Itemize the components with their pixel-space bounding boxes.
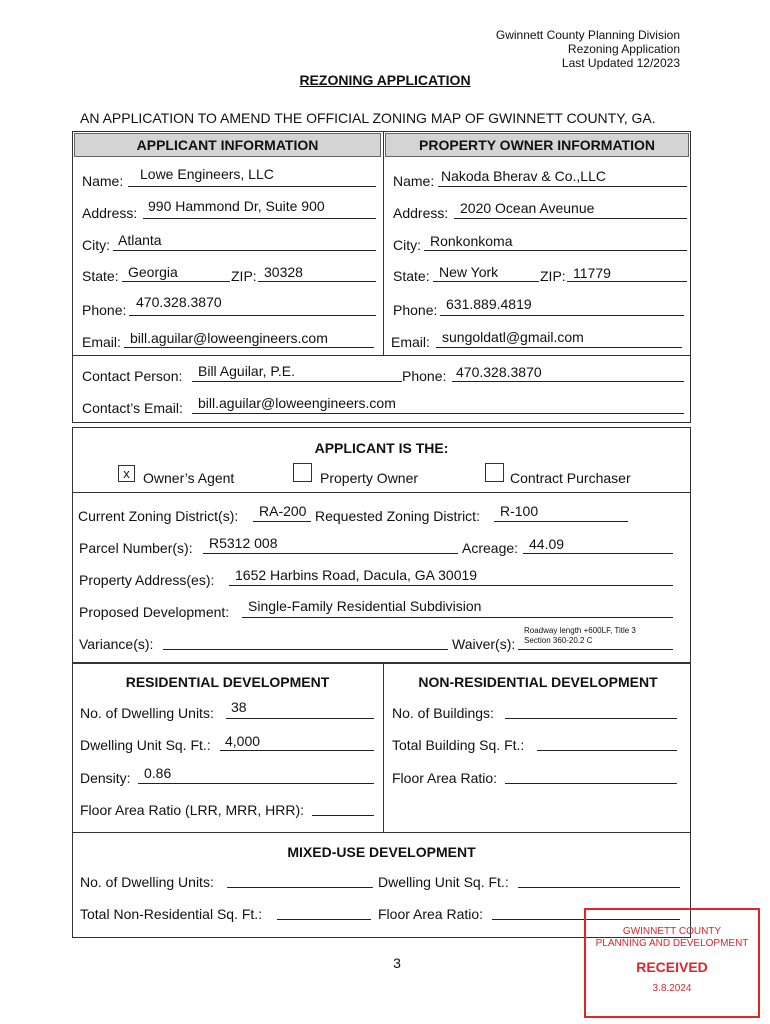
requested-zoning-line [494, 521, 628, 522]
owner-state-label: State: [393, 268, 430, 284]
owner-zip-line [567, 281, 687, 282]
proposed-dev-line [242, 617, 673, 618]
dwelling-sqft-label: Dwelling Unit Sq. Ft.: [80, 737, 211, 753]
applicant-city-field[interactable]: Atlanta [118, 232, 162, 248]
applicant-name-field[interactable]: Lowe Engineers, LLC [140, 166, 274, 182]
contact-email-field[interactable]: bill.aguilar@loweengineers.com [198, 395, 396, 411]
contact-person-label: Contact Person: [82, 368, 183, 384]
owner-address-line [454, 218, 687, 219]
far-lrr-label: Floor Area Ratio (LRR, MRR, HRR): [80, 802, 305, 818]
stamp-date: 3.8.2024 [652, 983, 692, 994]
variance-line [163, 649, 448, 650]
applicant-address-field[interactable]: 990 Hammond Dr, Suite 900 [148, 198, 325, 214]
owner-email-label: Email: [391, 334, 430, 350]
buildings-label: No. of Buildings: [392, 705, 494, 721]
residential-heading: RESIDENTIAL DEVELOPMENT [125, 674, 330, 690]
applicant-email-label: Email: [82, 334, 121, 350]
applicant-zip-field[interactable]: 30328 [264, 264, 303, 280]
current-zoning-line [253, 521, 311, 522]
mx-dwelling-sqft-label: Dwelling Unit Sq. Ft.: [378, 874, 509, 890]
document-header [496, 28, 680, 70]
parcel-field[interactable]: R5312 008 [209, 535, 278, 551]
proposed-dev-label: Proposed Development: [79, 604, 230, 620]
dwelling-units-line [226, 718, 374, 719]
contact-email-label: Contact’s Email: [82, 400, 183, 416]
density-line [138, 783, 374, 784]
applicant-name-label: Name: [82, 173, 124, 189]
acreage-line [523, 553, 673, 554]
parcel-line [203, 553, 458, 554]
applicant-address-line [143, 218, 376, 219]
stamp-line-2: PLANNING AND DEVELOPMENT [595, 938, 749, 949]
owner-state-line [433, 281, 539, 282]
development-divider [383, 663, 384, 833]
owner-address-field[interactable]: 2020 Ocean Aveunue [460, 200, 595, 216]
contact-phone-line [452, 381, 684, 382]
waiver-line-2: Section 360-20.2 C [524, 636, 593, 645]
owner-info-header: PROPERTY OWNER INFORMATION [385, 133, 689, 157]
applicant-email-line [124, 347, 374, 348]
owner-name-label: Name: [393, 173, 435, 189]
waiver-line-1: Roadway length +600LF, Title 3 [524, 626, 636, 635]
requested-zoning-field[interactable]: R-100 [500, 503, 539, 519]
waiver-label: Waiver(s): [452, 636, 516, 652]
mx-nonres-sqft-label: Total Non-Residential Sq. Ft.: [80, 906, 263, 922]
last-updated: Last Updated 12/2023 [561, 56, 680, 70]
page-number: 3 [393, 955, 401, 971]
mx-dwelling-units-label: No. of Dwelling Units: [80, 874, 214, 890]
applicant-phone-field[interactable]: 470.328.3870 [136, 294, 222, 310]
contract-purchaser-checkbox[interactable] [485, 463, 504, 482]
doc-name: Rezoning Application [567, 42, 680, 56]
owner-city-line [424, 250, 687, 251]
applicant-phone-label: Phone: [82, 302, 127, 318]
applicant-email-field[interactable]: bill.aguilar@loweengineers.com [130, 330, 328, 346]
received-stamp [584, 908, 760, 1018]
owner-city-label: City: [393, 237, 421, 253]
dwelling-sqft-field[interactable]: 4,000 [225, 733, 261, 749]
far-lrr-line [312, 815, 374, 816]
page-title: REZONING APPLICATION [299, 72, 471, 88]
applicant-city-label: City: [82, 237, 110, 253]
column-divider [383, 131, 384, 355]
current-zoning-label: Current Zoning District(s): [78, 508, 239, 524]
total-bldg-sqft-line [537, 750, 677, 751]
owner-phone-field[interactable]: 631.889.4819 [446, 296, 532, 312]
org-name: Gwinnett County Planning Division [495, 28, 680, 42]
dwelling-sqft-line [220, 750, 374, 751]
contact-person-field[interactable]: Bill Aguilar, P.E. [198, 363, 296, 379]
owner-email-line [436, 347, 682, 348]
mx-dwelling-units-line [227, 887, 373, 888]
contact-divider [72, 355, 691, 356]
dwelling-units-label: No. of Dwelling Units: [80, 705, 214, 721]
owner-name-field[interactable]: Nakoda Bherav & Co.,LLC [441, 168, 606, 184]
contract-purchaser-label: Contract Purchaser [510, 470, 631, 486]
owner-state-field[interactable]: New York [439, 264, 499, 280]
owner-phone-line [440, 315, 684, 316]
far-label: Floor Area Ratio: [392, 770, 498, 786]
applicant-state-field[interactable]: Georgia [128, 264, 178, 280]
applicant-name-line [128, 186, 376, 187]
total-bldg-sqft-label: Total Building Sq. Ft.: [392, 737, 525, 753]
applicant-state-line [122, 281, 230, 282]
applicant-address-label: Address: [82, 205, 138, 221]
owner-zip-label: ZIP: [540, 268, 566, 284]
owner-address-label: Address: [393, 205, 449, 221]
owner-phone-label: Phone: [393, 302, 438, 318]
contact-person-line [192, 381, 402, 382]
owner-name-line [438, 186, 687, 187]
mx-dwelling-sqft-line [518, 887, 680, 888]
nonresidential-heading: NON-RESIDENTIAL DEVELOPMENT [418, 674, 658, 690]
mixed-use-heading: MIXED-USE DEVELOPMENT [287, 844, 476, 860]
variance-label: Variance(s): [79, 636, 154, 652]
applicant-is-heading: APPLICANT IS THE: [314, 440, 449, 456]
mx-nonres-sqft-line [277, 919, 371, 920]
intro-text: AN APPLICATION TO AMEND THE OFFICIAL ZONING MAP OF GWINNETT COUNTY, GA. [80, 110, 656, 126]
property-owner-label: Property Owner [320, 470, 419, 486]
property-address-line [229, 585, 673, 586]
property-owner-checkbox[interactable] [293, 463, 312, 482]
acreage-field[interactable]: 44.09 [529, 536, 565, 552]
far-line [505, 783, 677, 784]
owner-city-field[interactable]: Ronkonkoma [430, 233, 513, 249]
requested-zoning-label: Requested Zoning District: [315, 508, 480, 524]
waiver-line [518, 649, 673, 650]
waiver-field[interactable] [524, 626, 636, 646]
owners-agent-label: Owner’s Agent [143, 470, 235, 486]
contact-phone-field[interactable]: 470.328.3870 [456, 364, 542, 380]
stamp-line-1: GWINNETT COUNTY [622, 926, 722, 937]
property-address-field[interactable]: 1652 Harbins Road, Dacula, GA 30019 [235, 567, 478, 583]
owner-zip-field[interactable]: 11779 [573, 265, 611, 281]
parcel-label: Parcel Number(s): [79, 540, 193, 556]
stamp-status: RECEIVED [636, 959, 708, 975]
mx-far-label: Floor Area Ratio: [378, 906, 484, 922]
applicant-zip-label: ZIP: [231, 268, 257, 284]
applicant-zip-line [258, 281, 376, 282]
property-address-label: Property Address(es): [79, 572, 215, 588]
applicant-info-header: APPLICANT INFORMATION [74, 133, 381, 157]
contact-email-line [192, 413, 684, 414]
applicant-state-label: State: [82, 268, 119, 284]
owners-agent-checkbox[interactable]: x [118, 465, 135, 482]
applicant-city-line [113, 250, 376, 251]
density-label: Density: [80, 770, 131, 786]
applicant-phone-line [129, 315, 376, 316]
contact-phone-label: Phone: [402, 368, 447, 384]
current-zoning-field[interactable]: RA-200 [259, 503, 307, 519]
owner-email-field[interactable]: sungoldatl@gmail.com [442, 329, 584, 345]
dwelling-units-field[interactable]: 38 [231, 699, 247, 715]
density-field[interactable]: 0.86 [144, 765, 172, 781]
acreage-label: Acreage: [462, 540, 519, 556]
proposed-dev-field[interactable]: Single-Family Residential Subdivision [248, 598, 482, 614]
buildings-line [505, 718, 677, 719]
